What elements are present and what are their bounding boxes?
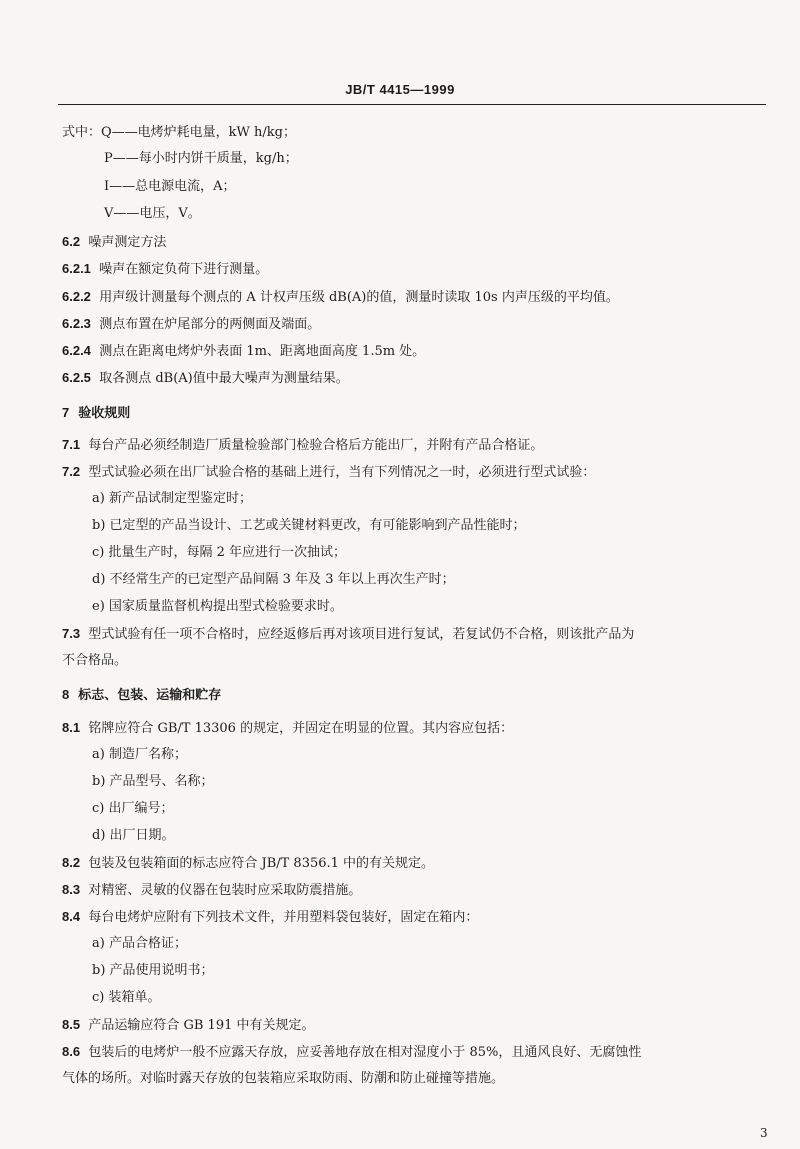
page-header: JB/T 4415—1999 [345, 82, 455, 97]
list-item: a) 制造厂名称； [92, 747, 187, 762]
clause-number: 7 [62, 405, 70, 420]
clause-text: 测点布置在炉尾部分的两侧面及端面。 [99, 317, 321, 332]
list-item: a) 新产品试制定型鉴定时； [92, 491, 252, 506]
clause-number: 6.2.2 [62, 289, 91, 304]
clause-text: 测点在距离电烤炉外表面 1m、距离地面高度 1.5m 处。 [99, 344, 426, 359]
clause-6-2-3 [62, 315, 320, 334]
clause-text: 取各测点 dB(A)值中最大噪声为测量结果。 [99, 371, 349, 386]
clause-7-2 [62, 463, 595, 482]
list-item: c) 批量生产时，每隔 2 年应进行一次抽试； [92, 545, 347, 560]
clause-text: 对精密、灵敏的仪器在包装时应采取防震措施。 [88, 883, 362, 898]
clause-number: 7.2 [62, 464, 81, 479]
list-item: b) 产品使用说明书； [92, 963, 214, 978]
clause-text: 型式试验有任一项不合格时，应经返修后再对该项目进行复试，若复试仍不合格，则该批产品为 [88, 627, 635, 642]
list-item: d) 不经常生产的已定型产品间隔 3 年及 3 年以上再次生产时； [92, 572, 455, 587]
clause-text: 验收规则 [78, 406, 131, 421]
list-item: c) 装箱单。 [92, 990, 161, 1005]
clause-number: 8.2 [62, 855, 81, 870]
header-rule [58, 104, 766, 105]
clause-number: 6.2.4 [62, 343, 91, 358]
clause-number: 8 [62, 687, 70, 702]
list-item: b) 已定型的产品当设计、工艺或关键材料更改，有可能影响到产品性能时； [92, 518, 526, 533]
clause-8-1 [62, 719, 513, 738]
clause-6-2-4 [62, 342, 425, 361]
clause-number: 8.4 [62, 909, 81, 924]
clause-text: 每台电烤炉应附有下列技术文件，并用塑料袋包装好，固定在箱内： [88, 910, 479, 925]
list-item: c) 出厂编号； [92, 801, 174, 816]
clause-text: 标志、包装、运输和贮存 [78, 688, 222, 703]
where-line: I——总电源电流，A； [104, 179, 236, 194]
clause-number: 8.6 [62, 1044, 81, 1059]
clause-continuation: 不合格品。 [62, 653, 128, 668]
clause-8-2 [62, 854, 434, 873]
clause-6-2-1 [62, 260, 268, 279]
section-8-heading [62, 686, 221, 705]
clause-text: 噪声在额定负荷下进行测量。 [99, 262, 269, 277]
clause-number: 8.3 [62, 882, 81, 897]
where-line: 式中：Q——电烤炉耗电量，kW h/kg； [62, 125, 296, 140]
where-line: V——电压，V。 [104, 206, 201, 221]
clause-text: 产品运输应符合 GB 191 中有关规定。 [88, 1018, 315, 1033]
clause-number: 6.2.3 [62, 316, 91, 331]
clause-number: 6.2.1 [62, 261, 91, 276]
section-7-heading [62, 404, 130, 423]
clause-text: 包装及包装箱面的标志应符合 JB/T 8356.1 中的有关规定。 [88, 856, 435, 871]
where-line: P——每小时内饼干质量，kg/h； [104, 151, 298, 166]
section-6-2 [62, 233, 166, 252]
clause-text: 包装后的电烤炉一般不应露天存放，应妥善地存放在相对湿度小于 85%，且通风良好、无腐蚀性 [88, 1045, 642, 1060]
clause-7-1 [62, 436, 543, 455]
clause-6-2-5 [62, 369, 349, 388]
list-item: e) 国家质量监督机构提出型式检验要求时。 [92, 599, 343, 614]
clause-text: 每台产品必须经制造厂质量检验部门检验合格后方能出厂，并附有产品合格证。 [88, 438, 544, 453]
clause-7-3 [62, 625, 634, 644]
list-item: a) 产品合格证； [92, 936, 187, 951]
clause-8-6 [62, 1043, 641, 1062]
clause-text: 铭牌应符合 GB/T 13306 的规定，并固定在明显的位置。其内容应包括： [88, 721, 514, 736]
clause-6-2-2 [62, 288, 619, 307]
list-item: b) 产品型号、名称； [92, 774, 214, 789]
list-item: d) 出厂日期。 [92, 828, 175, 843]
clause-8-4 [62, 908, 478, 927]
clause-number: 7.1 [62, 437, 81, 452]
clause-number: 8.1 [62, 720, 81, 735]
clause-text: 型式试验必须在出厂试验合格的基础上进行，当有下列情况之一时，必须进行型式试验： [88, 465, 596, 480]
clause-text: 用声级计测量每个测点的 A 计权声压级 dB(A)的值，测量时读取 10s 内声压级的平均值。 [99, 290, 619, 305]
clause-text: 噪声测定方法 [88, 235, 167, 250]
clause-number: 8.5 [62, 1017, 81, 1032]
clause-number: 6.2.5 [62, 370, 91, 385]
clause-continuation: 气体的场所。对临时露天存放的包装箱应采取防雨、防潮和防止碰撞等措施。 [62, 1071, 505, 1086]
page-number: 3 [760, 1126, 768, 1140]
clause-8-3 [62, 881, 361, 900]
clause-number: 6.2 [62, 234, 81, 249]
clause-number: 7.3 [62, 626, 81, 641]
clause-8-5 [62, 1016, 315, 1035]
